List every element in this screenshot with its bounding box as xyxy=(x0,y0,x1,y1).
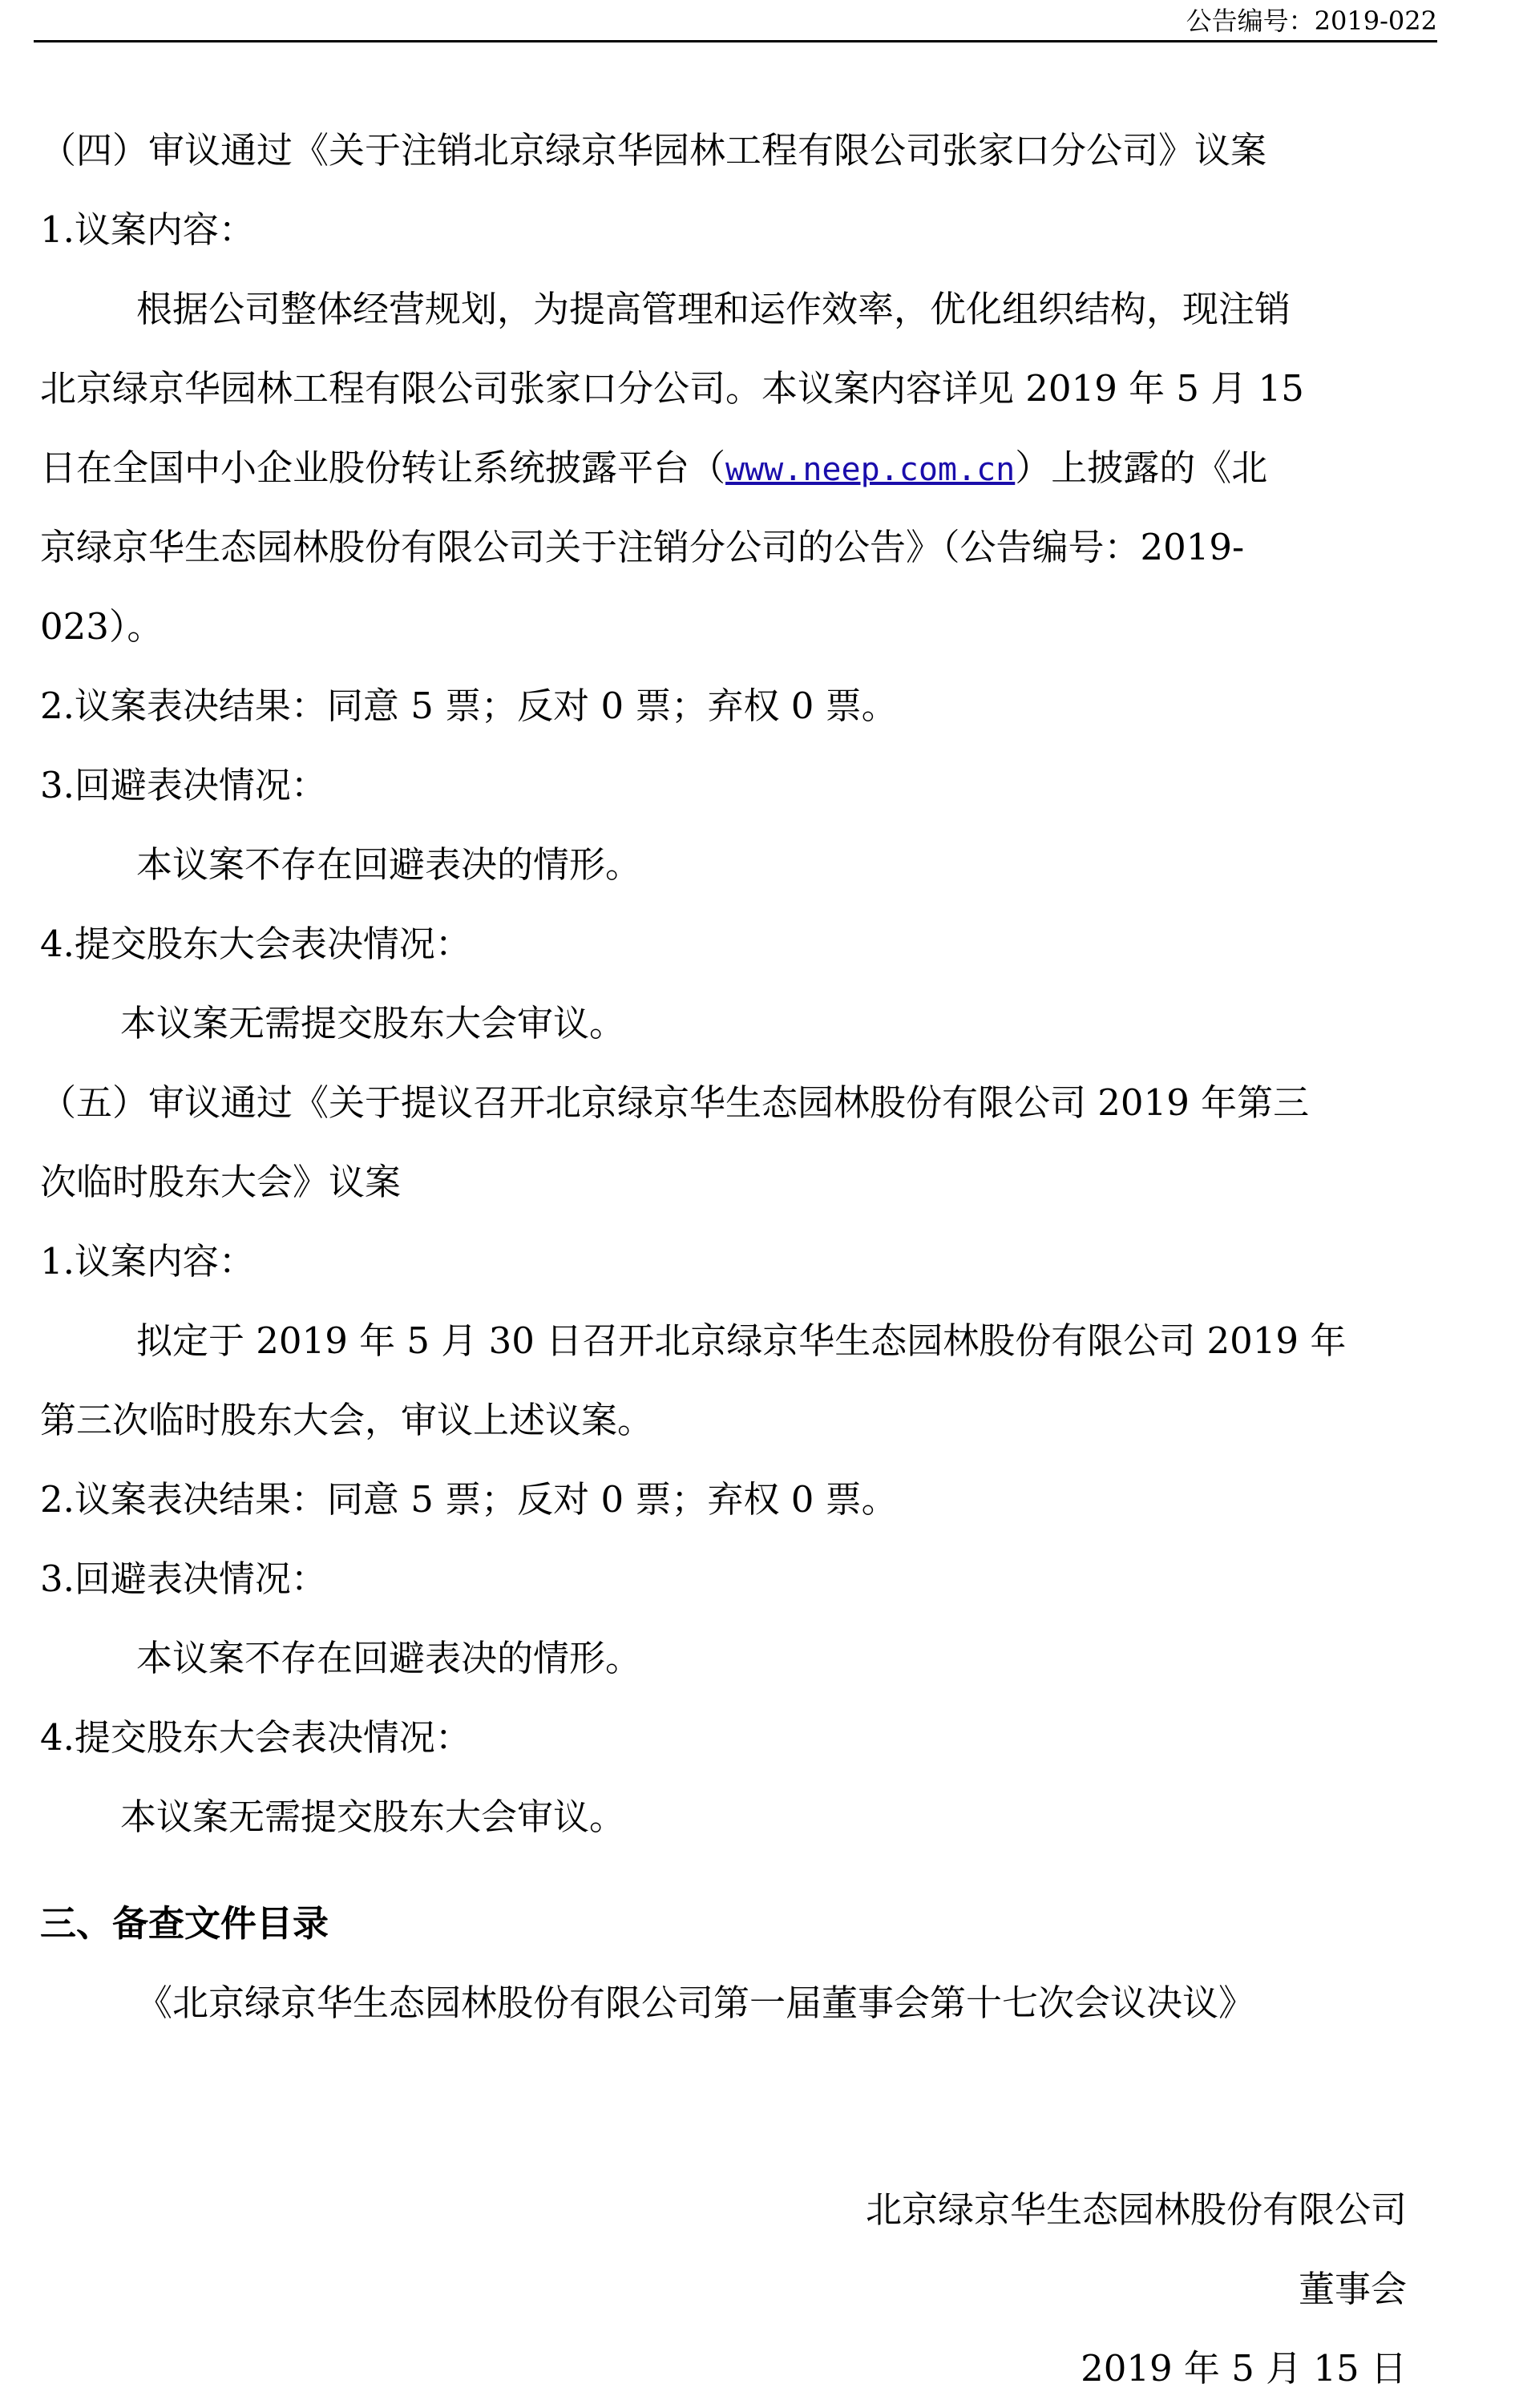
section5-vote-result: 2.议案表决结果：同意 5 票；反对 0 票；弃权 0 票。 xyxy=(40,1478,898,1521)
reference-file-item: 《北京绿京华生态园林股份有限公司第一届董事会第十七次会议决议》 xyxy=(136,1982,1255,2024)
section4-content-line: 023）。 xyxy=(40,605,164,648)
section4-content-line: 根据公司整体经营规划，为提高管理和运作效率，优化组织结构，现注销 xyxy=(136,288,1291,330)
section5-recusal-text: 本议案不存在回避表决的情形。 xyxy=(136,1637,642,1679)
section5-submit-label: 4.提交股东大会表决情况： xyxy=(40,1716,471,1759)
section5-title: （五）审议通过《关于提议召开北京绿京华生态园林股份有限公司 2019 年第三 xyxy=(40,1081,1310,1124)
section4-submit-label: 4.提交股东大会表决情况： xyxy=(40,923,471,965)
section4-content-line: 北京绿京华园林工程有限公司张家口分公司。本议案内容详见 2019 年 5 月 15 xyxy=(40,367,1304,410)
signature-block xyxy=(866,2170,1407,2408)
neeq-website-link[interactable]: www.neep.com.cn xyxy=(725,451,1016,488)
section4-title: （四）审议通过《关于注销北京绿京华园林工程有限公司张家口分公司》议案 xyxy=(40,129,1267,172)
signature-board: 董事会 xyxy=(1298,2268,1407,2310)
section4-content-line-with-link xyxy=(40,428,1427,507)
section5-title-continued: 次临时股东大会》议案 xyxy=(40,1161,402,1203)
section5-content-line: 拟定于 2019 年 5 月 30 日召开北京绿京华生态园林股份有限公司 2019 年 xyxy=(136,1319,1347,1362)
announcement-code: 公告编号：2019-022 xyxy=(1186,6,1437,36)
section5-submit-text: 本议案无需提交股东大会审议。 xyxy=(120,1796,626,1838)
section4-content-label: 1.议案内容： xyxy=(40,208,255,251)
section5-recusal-label: 3.回避表决情况： xyxy=(40,1558,327,1600)
section5-content-line: 第三次临时股东大会，审议上述议案。 xyxy=(40,1399,654,1441)
reference-files-heading: 三、备查文件目录 xyxy=(40,1902,329,1945)
section4-recusal-text: 本议案不存在回避表决的情形。 xyxy=(136,843,642,886)
section4-content-text: ）上披露的《北 xyxy=(1015,446,1268,489)
document-body xyxy=(40,111,1427,2042)
section4-recusal-label: 3.回避表决情况： xyxy=(40,764,327,806)
section4-content-line: 京绿京华生态园林股份有限公司关于注销分公司的公告》（公告编号：2019- xyxy=(40,526,1245,568)
section4-vote-result: 2.议案表决结果：同意 5 票；反对 0 票；弃权 0 票。 xyxy=(40,685,898,727)
signature-company: 北京绿京华生态园林股份有限公司 xyxy=(865,2188,1407,2231)
section4-content-text: 日在全国中小企业股份转让系统披露平台（ xyxy=(40,446,726,489)
section4-submit-text: 本议案无需提交股东大会审议。 xyxy=(120,1002,626,1044)
section5-content-label: 1.议案内容： xyxy=(40,1240,255,1283)
header-divider xyxy=(34,40,1437,42)
signature-date: 2019 年 5 月 15 日 xyxy=(1081,2347,1407,2390)
